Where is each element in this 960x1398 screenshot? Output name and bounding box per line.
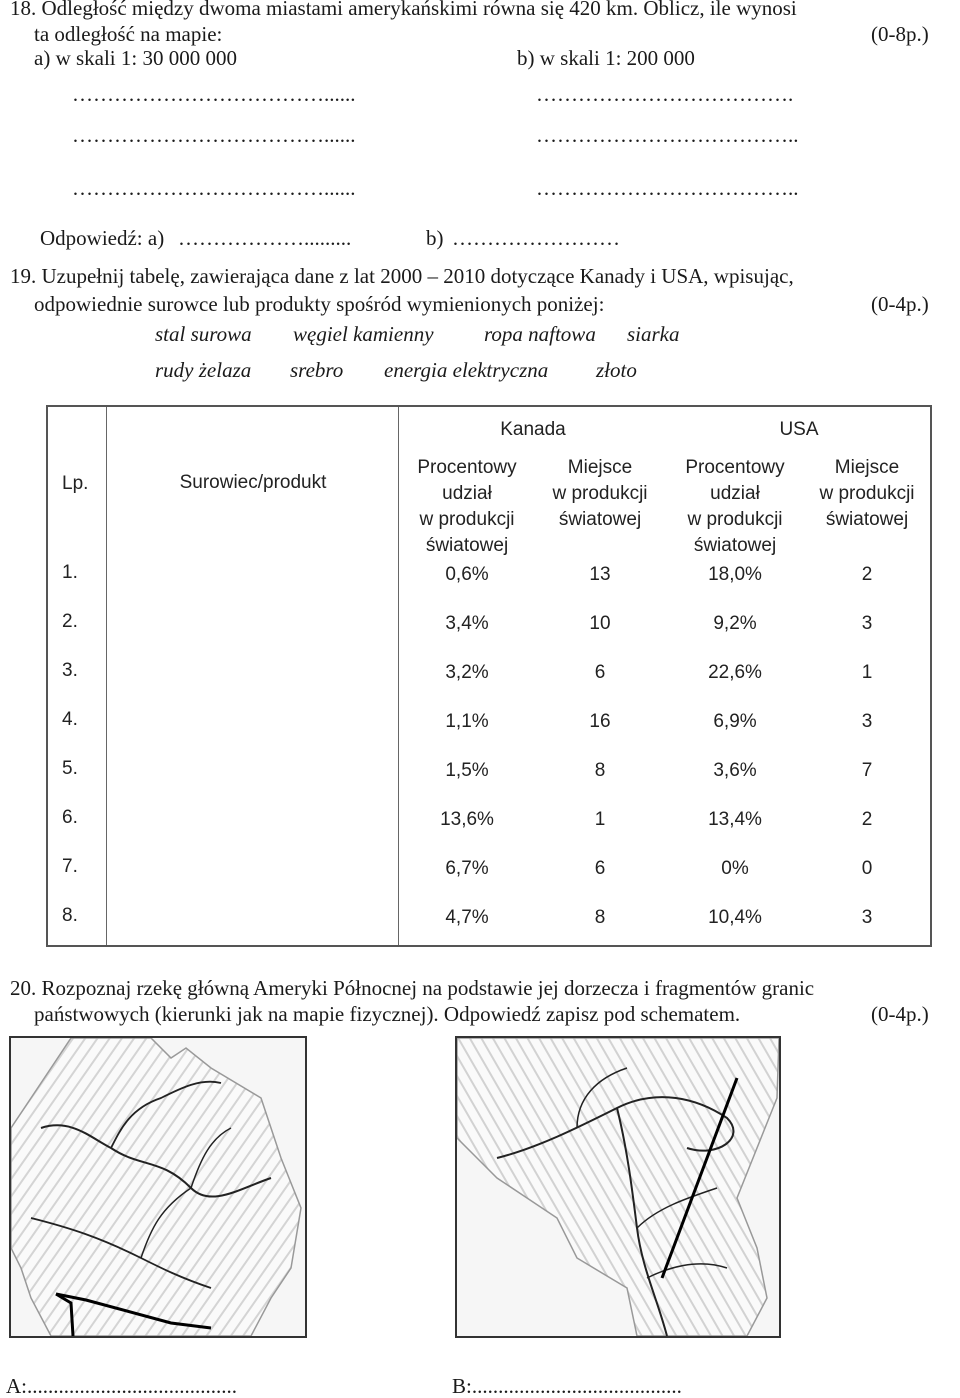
row-us-share: 9,2% bbox=[713, 613, 757, 634]
row-us-share: 22,6% bbox=[708, 662, 762, 683]
row-us-share: 18,0% bbox=[708, 564, 762, 585]
option-rudy-zelaza: rudy żelaza bbox=[155, 358, 252, 382]
row-us-place: 2 bbox=[861, 809, 873, 830]
river-basin-map-b bbox=[455, 1036, 781, 1338]
row-product-input[interactable] bbox=[108, 807, 398, 833]
row-ca-share: 0,6% bbox=[445, 564, 489, 585]
q18-a-dots-1[interactable]: ………………………………...... bbox=[72, 82, 356, 106]
row-product-input[interactable] bbox=[108, 856, 398, 882]
q19-points: (0-4p.) bbox=[871, 292, 929, 316]
header-ca-share: Procentowy udział w produkcji światowej bbox=[417, 457, 517, 556]
q18-a-dots-2[interactable]: ………………………………...... bbox=[72, 123, 356, 147]
option-energia-elektryczna: energia elektryczna bbox=[384, 358, 549, 382]
q18-a-dots-3[interactable]: ………………………………...... bbox=[72, 176, 356, 200]
q18-b-dots-2[interactable]: ……………………………….. bbox=[536, 123, 799, 147]
map-a-drawing bbox=[11, 1038, 305, 1336]
row-ca-share: 3,2% bbox=[445, 662, 489, 683]
row-ca-place: 1 bbox=[594, 809, 606, 830]
row-ca-share: 1,5% bbox=[445, 760, 489, 781]
q18-points: (0-8p.) bbox=[871, 22, 929, 46]
row-us-place: 2 bbox=[861, 564, 873, 585]
row-ca-share: 6,7% bbox=[445, 858, 489, 879]
row-ca-share: 1,1% bbox=[445, 711, 489, 732]
row-us-place: 3 bbox=[861, 711, 873, 732]
row-lp: 5. bbox=[62, 758, 78, 779]
row-us-share: 0% bbox=[721, 858, 749, 879]
q18-answer-b-dots[interactable]: …………………… bbox=[452, 226, 620, 250]
q18-answer-label: Odpowiedź: a) bbox=[40, 226, 165, 250]
header-ca-place: Miejsce w produkcji światowej bbox=[552, 457, 648, 530]
q18-b-dots-1[interactable]: ………………………………. bbox=[536, 82, 794, 106]
option-zloto: złoto bbox=[596, 358, 637, 382]
data-table bbox=[46, 405, 932, 947]
row-lp: 2. bbox=[62, 611, 78, 632]
header-lp: Lp. bbox=[62, 473, 89, 494]
row-product-input[interactable] bbox=[108, 660, 398, 686]
q18-line2: ta odległość na mapie: bbox=[34, 22, 223, 46]
q20-line2: państwowych (kierunki jak na mapie fizycznej). Odpowiedź zapisz pod schematem. bbox=[34, 1002, 741, 1026]
row-lp: 6. bbox=[62, 807, 78, 828]
row-ca-place: 16 bbox=[589, 711, 611, 732]
header-usa: USA bbox=[779, 419, 819, 440]
row-ca-place: 10 bbox=[589, 613, 611, 634]
q18-line1: 18. Odległość między dwoma miastami amerykańskimi równa się 420 km. Oblicz, ile wynosi bbox=[10, 0, 797, 20]
option-srebro: srebro bbox=[290, 358, 344, 382]
answer-a[interactable]: A:........................................ bbox=[6, 1374, 237, 1398]
row-us-share: 6,9% bbox=[713, 711, 757, 732]
q20-line1: 20. Rozpoznaj rzekę główną Ameryki Północnej na podstawie jej dorzecza i fragmentów granic bbox=[10, 976, 815, 1000]
row-ca-place: 8 bbox=[594, 907, 606, 928]
row-lp: 7. bbox=[62, 856, 78, 877]
row-us-share: 3,6% bbox=[713, 760, 757, 781]
row-ca-place: 6 bbox=[594, 662, 606, 683]
row-product-input[interactable] bbox=[108, 709, 398, 735]
row-ca-share: 3,4% bbox=[445, 613, 489, 634]
row-lp: 1. bbox=[62, 562, 78, 583]
table-divider-product bbox=[398, 407, 399, 945]
option-ropa-naftowa: ropa naftowa bbox=[484, 322, 596, 346]
q18-answer-a-dots[interactable]: ………………......... bbox=[178, 226, 352, 250]
map-b-drawing bbox=[457, 1038, 779, 1336]
row-product-input[interactable] bbox=[108, 611, 398, 637]
row-us-place: 0 bbox=[861, 858, 873, 879]
row-us-place: 3 bbox=[861, 613, 873, 634]
header-kanada: Kanada bbox=[500, 419, 566, 440]
option-stal-surowa: stal surowa bbox=[155, 322, 252, 346]
option-siarka: siarka bbox=[627, 322, 680, 346]
q19-line2: odpowiednie surowce lub produkty spośród wymienionych poniżej: bbox=[34, 292, 605, 316]
option-wegiel-kamienny: węgiel kamienny bbox=[293, 322, 434, 346]
row-ca-share: 13,6% bbox=[440, 809, 494, 830]
row-ca-place: 8 bbox=[594, 760, 606, 781]
header-us-share: Procentowy udział w produkcji światowej bbox=[685, 457, 785, 556]
answer-b[interactable]: B:........................................ bbox=[452, 1374, 682, 1398]
row-ca-place: 13 bbox=[589, 564, 611, 585]
row-us-share: 10,4% bbox=[708, 907, 762, 928]
q20-points: (0-4p.) bbox=[871, 1002, 929, 1026]
q18-answer-b-label: b) bbox=[426, 226, 444, 250]
row-us-place: 1 bbox=[861, 662, 873, 683]
row-ca-share: 4,7% bbox=[445, 907, 489, 928]
row-product-input[interactable] bbox=[108, 562, 398, 588]
row-lp: 8. bbox=[62, 905, 78, 926]
row-lp: 4. bbox=[62, 709, 78, 730]
q18-a-label: a) w skali 1: 30 000 000 bbox=[34, 46, 237, 70]
row-us-share: 13,4% bbox=[708, 809, 762, 830]
row-lp: 3. bbox=[62, 660, 78, 681]
row-product-input[interactable] bbox=[108, 905, 398, 931]
row-ca-place: 6 bbox=[594, 858, 606, 879]
q18-b-dots-3[interactable]: ……………………………….. bbox=[536, 176, 799, 200]
header-us-place: Miejsce w produkcji światowej bbox=[819, 457, 915, 530]
table-divider-lp bbox=[106, 407, 107, 945]
row-us-place: 7 bbox=[861, 760, 873, 781]
q18-b-label: b) w skali 1: 200 000 bbox=[517, 46, 695, 70]
row-us-place: 3 bbox=[861, 907, 873, 928]
q19-line1: 19. Uzupełnij tabelę, zawierająca dane z lat 2000 – 2010 dotyczące Kanady i USA, wpisując, bbox=[10, 264, 794, 288]
header-product: Surowiec/produkt bbox=[179, 472, 327, 493]
river-basin-map-a bbox=[9, 1036, 307, 1338]
row-product-input[interactable] bbox=[108, 758, 398, 784]
